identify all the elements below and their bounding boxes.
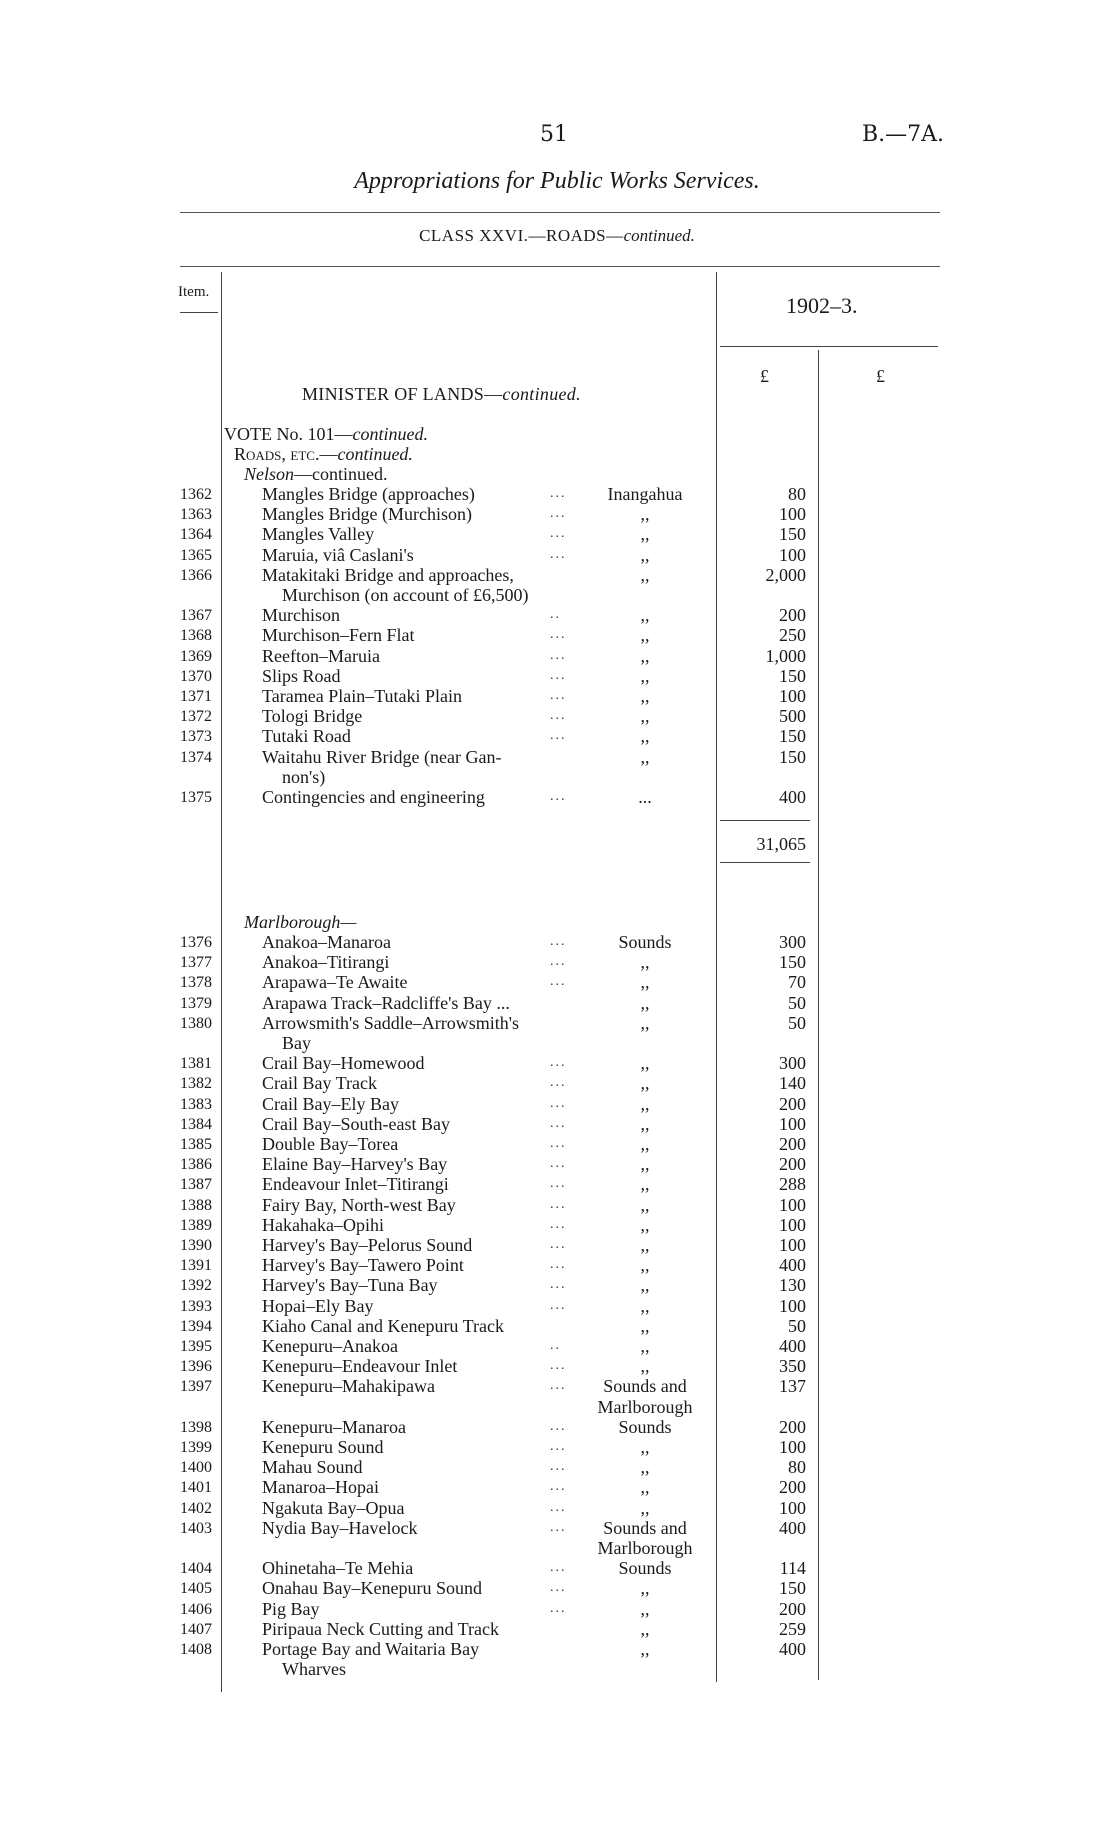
leader-dots: ...	[550, 526, 567, 542]
item-description: Crail Bay Track	[262, 1073, 377, 1094]
item-description: Piripaua Neck Cutting and Track	[262, 1618, 499, 1639]
amount: 300	[779, 932, 806, 952]
item-description: Double Bay–Torea	[262, 1134, 399, 1154]
leader-dots: ...	[550, 1297, 567, 1313]
district: ,,	[640, 665, 650, 686]
item-number: 1364	[180, 526, 212, 544]
item-number: 1404	[180, 1560, 212, 1578]
item-description: Harvey's Bay–Tuna Bay	[262, 1275, 438, 1296]
item-number: 1370	[180, 667, 212, 685]
district: ,,	[640, 1113, 650, 1134]
district: ,,	[640, 1235, 650, 1255]
item-number: 1379	[180, 994, 212, 1012]
pound-symbol-1: £	[760, 366, 769, 386]
district-continued: Marlborough	[597, 1538, 693, 1558]
item-description: Mangles Bridge (Murchison)	[262, 504, 472, 525]
item-number: 1388	[180, 1196, 212, 1214]
vote-heading-main: VOTE No. 101—	[224, 424, 353, 444]
item-description: Crail Bay–Homewood	[262, 1053, 425, 1074]
amount: 100	[779, 544, 806, 565]
leader-dots: ...	[550, 1499, 567, 1515]
leader-dots: ...	[550, 1055, 567, 1071]
item-description: Mangles Bridge (approaches)	[262, 484, 475, 504]
item-description: Harvey's Bay–Pelorus Sound	[262, 1235, 473, 1255]
roads-heading-continued: continued.	[337, 444, 413, 464]
leader-dots: ...	[550, 1277, 567, 1293]
leader-dots: ...	[550, 1237, 567, 1252]
item-description: Matakitaki Bridge and approaches,	[262, 564, 514, 585]
amount: 259	[779, 1618, 806, 1639]
district: ,,	[640, 1356, 650, 1377]
item-description: Tologi Bridge	[262, 706, 363, 727]
leader-dots: ...	[550, 1075, 567, 1091]
item-number: 1400	[180, 1459, 212, 1477]
district: Inangahua	[607, 484, 683, 504]
district: ,,	[640, 1639, 650, 1659]
item-description: Anakoa–Manaroa	[262, 932, 391, 952]
amount: 100	[779, 1295, 806, 1316]
item-number: 1369	[180, 647, 212, 665]
district: ,,	[640, 1053, 650, 1074]
item-number: 1406	[180, 1600, 212, 1618]
amount: 150	[779, 1578, 806, 1599]
item-description: Kenepuru Sound	[262, 1437, 384, 1457]
amount: 100	[779, 504, 806, 525]
item-description: Maruia, viâ Caslani's	[262, 544, 414, 565]
roads-heading	[234, 444, 413, 464]
item-number: 1367	[180, 607, 212, 625]
leader-dots: ...	[550, 1560, 567, 1576]
district: ,,	[640, 972, 650, 993]
leader-dots: ...	[550, 1459, 567, 1475]
item-description: Ohinetaha–Te Mehia	[262, 1558, 414, 1579]
district: ,,	[640, 1214, 650, 1235]
amount: 350	[779, 1356, 806, 1377]
minister-heading-main: MINISTER OF LANDS—	[302, 384, 503, 404]
item-description: Crail Bay–Ely Bay	[262, 1093, 399, 1114]
item-description: Pig Bay	[262, 1598, 320, 1619]
amount: 50	[788, 1315, 806, 1336]
district: ,,	[640, 524, 650, 545]
district: ,,	[640, 645, 650, 666]
amount: 400	[779, 1336, 806, 1356]
district: Sounds and	[603, 1517, 687, 1538]
amount: 50	[788, 992, 806, 1013]
leader-dots: ...	[550, 1358, 567, 1374]
pound-symbol-2: £	[876, 366, 885, 386]
item-number: 1399	[180, 1439, 212, 1456]
district: ,,	[640, 1578, 650, 1599]
district: ,,	[640, 706, 650, 727]
item-number: 1366	[180, 566, 212, 584]
nelson-total: 31,065	[756, 834, 806, 854]
amount: 400	[779, 787, 806, 807]
item-number: 1365	[180, 546, 212, 564]
item-description: Hakahaka–Opihi	[262, 1214, 384, 1235]
district: Sounds	[618, 1416, 672, 1437]
item-description: Crail Bay–South-east Bay	[262, 1113, 450, 1134]
amount: 150	[779, 746, 806, 767]
amount: 400	[779, 1639, 806, 1659]
item-number: 1363	[180, 506, 212, 524]
leader-dots: ...	[550, 1216, 567, 1232]
district: ,,	[640, 1275, 650, 1296]
item-description-continued: Wharves	[282, 1659, 346, 1680]
item-number: 1381	[180, 1055, 212, 1073]
leader-dots: ...	[550, 647, 567, 663]
amount: 100	[779, 686, 806, 706]
district: ,,	[640, 625, 650, 646]
leader-dots: ...	[550, 974, 567, 990]
item-number: 1373	[180, 728, 212, 746]
leader-dots: ...	[550, 954, 567, 970]
nelson-heading-main: Nelson	[244, 464, 295, 484]
district: ...	[638, 787, 652, 807]
district: ,,	[640, 1093, 650, 1114]
amount: 250	[779, 625, 806, 646]
nelson-heading	[244, 464, 388, 484]
district: Sounds	[618, 1558, 672, 1579]
district: Sounds and	[603, 1376, 687, 1397]
item-description: Murchison	[262, 605, 340, 626]
leader-dots: ...	[550, 1115, 567, 1131]
item-description: Portage Bay and Waitaria Bay	[262, 1639, 480, 1659]
item-number: 1376	[180, 934, 212, 951]
item-number: 1375	[180, 789, 212, 806]
leader-dots: ...	[550, 708, 567, 724]
leader-dots: ...	[550, 1378, 567, 1394]
leader-dots: ..	[550, 607, 561, 623]
item-number: 1386	[180, 1156, 212, 1174]
item-description: Kenepuru–Endeavour Inlet	[262, 1356, 458, 1377]
year-column-header: 1902–3.	[786, 293, 858, 318]
item-description: Taramea Plain–Tutaki Plain	[262, 686, 463, 706]
amount: 200	[779, 1134, 806, 1154]
amount: 114	[779, 1558, 806, 1579]
district: ,,	[640, 1457, 650, 1478]
amount: 400	[779, 1517, 806, 1538]
amount: 200	[779, 1598, 806, 1619]
item-description: Fairy Bay, North-west Bay	[262, 1194, 456, 1215]
item-number: 1368	[180, 627, 212, 645]
item-number: 1385	[180, 1136, 212, 1153]
leader-dots: ...	[550, 486, 567, 501]
leader-dots: ...	[550, 546, 567, 562]
amount: 400	[779, 1255, 806, 1276]
district: ,,	[640, 544, 650, 565]
item-description: Arapawa Track–Radcliffe's Bay ...	[262, 992, 510, 1013]
item-number: 1392	[180, 1277, 212, 1295]
item-number: 1403	[180, 1519, 212, 1537]
leader-dots: ...	[550, 789, 567, 804]
item-description: Ngakuta Bay–Opua	[262, 1497, 405, 1518]
district: ,,	[640, 1315, 650, 1336]
item-number: 1390	[180, 1237, 212, 1254]
leader-dots: ...	[550, 1519, 567, 1535]
vote-heading	[224, 424, 428, 444]
leader-dots: ...	[550, 506, 567, 522]
item-description: Harvey's Bay–Tawero Point	[262, 1255, 464, 1276]
item-description: Kiaho Canal and Kenepuru Track	[262, 1315, 504, 1336]
item-description: Anakoa–Titirangi	[262, 952, 390, 973]
amount: 150	[779, 726, 806, 747]
item-number: 1378	[180, 974, 212, 992]
year-header-underline	[720, 346, 938, 347]
item-number: 1401	[180, 1479, 212, 1497]
amount: 50	[788, 1012, 806, 1033]
amount: 100	[779, 1437, 806, 1457]
item-description: Murchison–Fern Flat	[262, 625, 415, 646]
item-number: 1387	[180, 1176, 212, 1194]
item-number: 1389	[180, 1216, 212, 1234]
page-number: 51	[540, 122, 568, 147]
nelson-heading-continued: —continued.	[294, 464, 388, 484]
item-number: 1382	[180, 1075, 212, 1093]
amount: 80	[788, 1457, 806, 1478]
class-heading-continued: continued.	[623, 226, 695, 245]
district: ,,	[640, 1497, 650, 1518]
district: ,,	[640, 564, 650, 585]
nelson-total-underline	[720, 862, 810, 863]
item-description: Elaine Bay–Harvey's Bay	[262, 1154, 448, 1175]
amount: 140	[779, 1073, 806, 1094]
district: ,,	[640, 605, 650, 626]
leader-dots: ..	[550, 1338, 561, 1353]
leader-dots: ...	[550, 934, 567, 949]
item-description: Manaroa–Hopai	[262, 1477, 379, 1498]
amount: 300	[779, 1053, 806, 1074]
district: ,,	[640, 1255, 650, 1276]
item-number: 1362	[180, 486, 212, 503]
document-code: B.—7A.	[862, 122, 945, 147]
leader-dots: ...	[550, 1095, 567, 1111]
item-number: 1377	[180, 954, 212, 972]
item-description: Mahau Sound	[262, 1457, 363, 1478]
item-description: Arapawa–Te Awaite	[262, 972, 408, 993]
amount: 1,000	[765, 645, 806, 666]
amount: 100	[779, 1235, 806, 1255]
item-number: 1405	[180, 1580, 212, 1598]
item-number: 1408	[180, 1641, 212, 1658]
amount: 70	[788, 972, 806, 993]
amount: 500	[779, 706, 806, 727]
amount: 288	[779, 1174, 806, 1195]
item-description: Onahau Bay–Kenepuru Sound	[262, 1578, 482, 1599]
item-description: Tutaki Road	[262, 726, 351, 747]
item-number: 1372	[180, 708, 212, 726]
class-heading-rule	[180, 266, 940, 267]
district: ,,	[640, 1073, 650, 1094]
leader-dots: ...	[550, 1600, 567, 1616]
amount: 200	[779, 1477, 806, 1498]
vote-heading-continued: continued.	[352, 424, 428, 444]
item-description: Arrowsmith's Saddle–Arrowsmith's	[262, 1012, 519, 1033]
district: ,,	[640, 1134, 650, 1154]
leader-dots: ...	[550, 1156, 567, 1172]
item-number: 1383	[180, 1095, 212, 1113]
item-number: 1393	[180, 1297, 212, 1315]
district: Sounds	[618, 932, 672, 952]
nelson-total-rule	[720, 820, 810, 821]
district: ,,	[640, 992, 650, 1013]
amount: 150	[779, 952, 806, 973]
item-number: 1371	[180, 688, 212, 705]
page-title: Appropriations for Public Works Services.	[354, 168, 760, 194]
item-header-underline	[180, 312, 218, 313]
item-number: 1380	[180, 1014, 212, 1032]
amount: 200	[779, 1416, 806, 1437]
item-description: Kenepuru–Manaroa	[262, 1416, 406, 1437]
leader-dots: ...	[550, 688, 567, 703]
item-number: 1374	[180, 748, 212, 766]
amount: 100	[779, 1214, 806, 1235]
item-description: Nydia Bay–Havelock	[262, 1517, 418, 1538]
amount: 100	[779, 1113, 806, 1134]
leader-dots: ...	[550, 1136, 567, 1151]
roads-heading-main: Roads, etc.—	[234, 444, 338, 464]
amount: 150	[779, 524, 806, 545]
title-rule	[180, 212, 940, 213]
item-description: Kenepuru–Mahakipawa	[262, 1376, 435, 1397]
amount: 80	[788, 484, 806, 504]
amount: 100	[779, 1194, 806, 1215]
leader-dots: ...	[550, 1257, 567, 1273]
amount: 150	[779, 665, 806, 686]
item-column-rule	[221, 272, 222, 1692]
amount: 200	[779, 1154, 806, 1175]
amount: 2,000	[765, 564, 806, 585]
district: ,,	[640, 1012, 650, 1033]
district: ,,	[640, 1598, 650, 1619]
item-number: 1396	[180, 1358, 212, 1376]
item-number: 1397	[180, 1378, 212, 1396]
marlborough-heading: Marlborough—	[244, 912, 357, 932]
district: ,,	[640, 726, 650, 747]
item-column-header: Item.	[178, 284, 210, 300]
district: ,,	[640, 1437, 650, 1457]
district: ,,	[640, 504, 650, 525]
item-number: 1407	[180, 1620, 212, 1638]
class-heading	[0, 226, 1114, 246]
district-continued: Marlborough	[597, 1396, 693, 1417]
item-number: 1395	[180, 1338, 212, 1355]
district: ,,	[640, 1194, 650, 1215]
amount: 137	[779, 1376, 806, 1397]
item-number: 1398	[180, 1418, 212, 1436]
leader-dots: ...	[550, 627, 567, 643]
item-description: Kenepuru–Anakoa	[262, 1336, 398, 1356]
leader-dots: ...	[550, 1439, 567, 1454]
item-number: 1394	[180, 1317, 212, 1335]
leader-dots: ...	[550, 667, 567, 683]
district: ,,	[640, 1477, 650, 1498]
item-description: Contingencies and engineering	[262, 787, 485, 807]
item-description: Endeavour Inlet–Titirangi	[262, 1174, 449, 1195]
leader-dots: ...	[550, 1176, 567, 1192]
district: ,,	[640, 1295, 650, 1316]
item-number: 1402	[180, 1499, 212, 1517]
district: ,,	[640, 1174, 650, 1195]
district: ,,	[640, 1154, 650, 1175]
district: ,,	[640, 686, 650, 706]
item-description: Hopai–Ely Bay	[262, 1295, 374, 1316]
item-number: 1384	[180, 1115, 212, 1133]
item-description-continued: Murchison (on account of £6,500)	[282, 585, 529, 605]
minister-heading-continued: continued.	[502, 384, 581, 404]
class-heading-main: CLASS XXVI.—ROADS—	[419, 226, 624, 245]
item-description-continued: non's)	[282, 766, 326, 787]
item-number: 1391	[180, 1257, 212, 1275]
district: ,,	[640, 1618, 650, 1639]
leader-dots: ...	[550, 1418, 567, 1434]
leader-dots: ...	[550, 1196, 567, 1212]
amount: 200	[779, 1093, 806, 1114]
amount: 100	[779, 1497, 806, 1518]
item-description: Slips Road	[262, 665, 341, 686]
amount-column-rule	[818, 350, 819, 1680]
item-description-continued: Bay	[282, 1033, 311, 1053]
district: ,,	[640, 746, 650, 767]
district: ,,	[640, 1336, 650, 1356]
amount: 130	[779, 1275, 806, 1296]
minister-heading	[302, 384, 581, 405]
district: ,,	[640, 952, 650, 973]
leader-dots: ...	[550, 1479, 567, 1495]
item-description: Waitahu River Bridge (near Gan-	[262, 746, 502, 767]
item-description: Mangles Valley	[262, 524, 375, 545]
amount: 200	[779, 605, 806, 626]
item-description: Reefton–Maruia	[262, 645, 380, 666]
leader-dots: ...	[550, 1580, 567, 1596]
leader-dots: ...	[550, 728, 567, 744]
